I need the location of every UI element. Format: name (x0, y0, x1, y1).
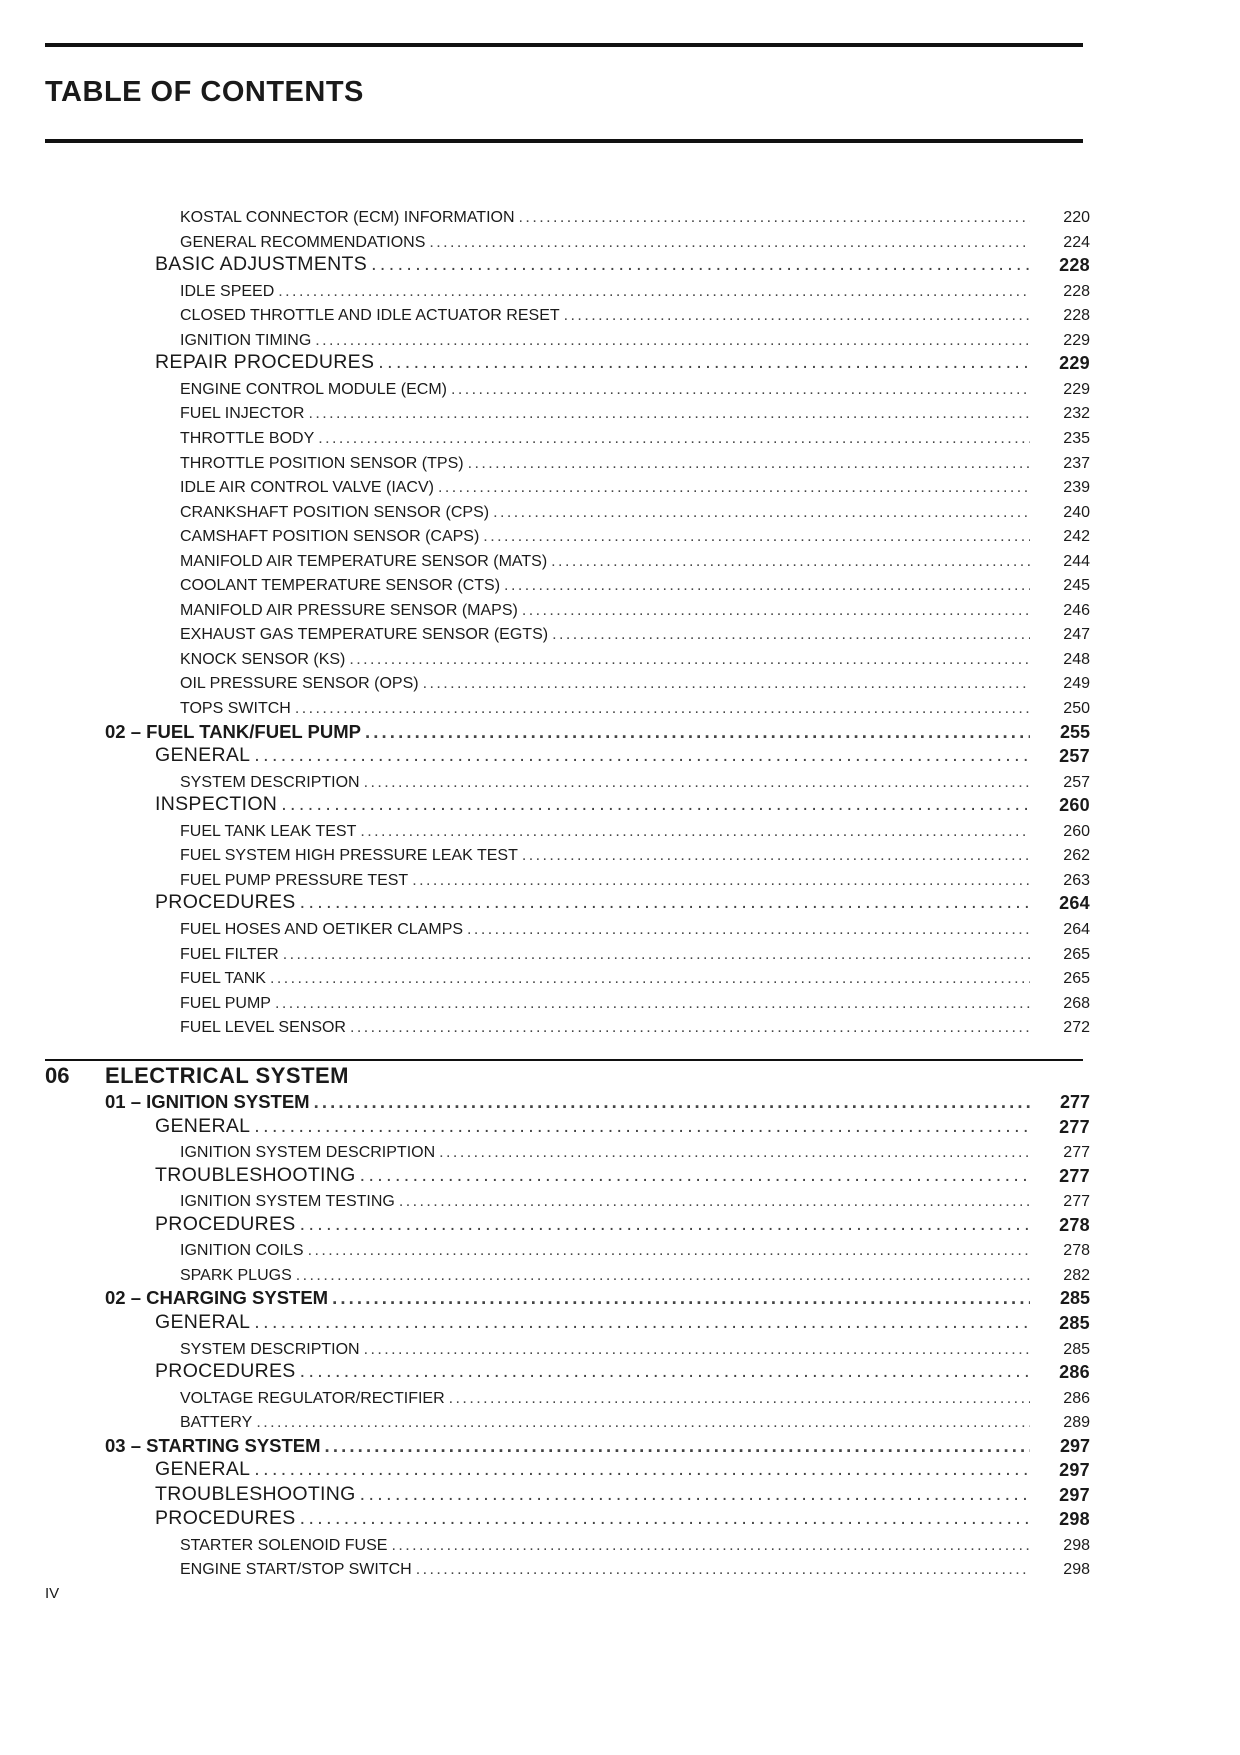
dot-leader (296, 1267, 1030, 1285)
toc-entry-section (0, 1482, 1240, 1506)
toc-entry-page: 277 (1063, 1193, 1090, 1211)
toc-entry-title: SYSTEM DESCRIPTION (180, 773, 360, 791)
toc-entry-title: FUEL SYSTEM HIGH PRESSURE LEAK TEST (180, 847, 518, 865)
toc-entry-sub (0, 694, 1240, 718)
toc-entry-title: PROCEDURES (155, 891, 296, 914)
chapter-number: 02 – (105, 720, 147, 742)
chapter-number: 01 – (105, 1091, 147, 1112)
toc-entry-sub (0, 399, 1240, 423)
toc-entry-chapter (0, 1433, 1240, 1457)
toc-entry-page: 229 (1063, 331, 1090, 349)
dot-leader (275, 995, 1030, 1013)
toc-entry-title: PROCEDURES (155, 1212, 296, 1235)
dot-leader (254, 1311, 1030, 1334)
toc-entry-sub (0, 277, 1240, 301)
toc-entry-sub (0, 228, 1240, 252)
toc-entry-title: COOLANT TEMPERATURE SENSOR (CTS) (180, 577, 501, 595)
dot-leader (308, 405, 1030, 423)
dot-leader (449, 1390, 1030, 1408)
toc-entry-title: FUEL PUMP PRESSURE TEST (180, 871, 409, 889)
dot-leader (281, 793, 1030, 816)
toc-entry-title: FUEL TANK LEAK TEST (180, 822, 357, 840)
toc-entry-title: FUEL HOSES AND OETIKER CLAMPS (180, 920, 464, 938)
toc-entry-page: 250 (1063, 700, 1090, 717)
dot-leader (325, 1435, 1030, 1457)
dot-leader (364, 1341, 1030, 1359)
dot-leader (254, 1115, 1030, 1138)
toc-entry-title: IGNITION SYSTEM DESCRIPTION (180, 1144, 436, 1162)
dot-leader (416, 1561, 1030, 1579)
chapter-number: 03 – (105, 1434, 147, 1456)
page-number: IV (45, 1585, 60, 1602)
toc-entry-title: IDLE AIR CONTROL VALVE (IACV) (180, 479, 434, 497)
dot-leader (504, 577, 1030, 595)
toc-entry-page: 239 (1063, 479, 1090, 497)
dot-leader (349, 651, 1030, 669)
toc-entry-page: 235 (1063, 429, 1090, 447)
toc-entry-page: 245 (1063, 577, 1090, 595)
toc-entry-sub (0, 1408, 1240, 1432)
toc-entry-page: 257 (1059, 746, 1090, 767)
toc-entry-section (0, 743, 1240, 767)
toc-entry-sub (0, 1013, 1240, 1037)
toc-entry-page: 264 (1063, 920, 1090, 938)
toc-entry-title: GENERAL (155, 1458, 251, 1481)
toc-entry-title: FUEL FILTER (180, 945, 279, 963)
toc-entry-page: 232 (1063, 405, 1090, 423)
toc-entry-page: 297 (1059, 1435, 1090, 1456)
toc-entry-sub (0, 669, 1240, 693)
toc-entry-sub (0, 547, 1240, 571)
toc-entry-page: 260 (1063, 822, 1090, 840)
toc-entry-page: 285 (1063, 1340, 1090, 1358)
toc-entry-page: 277 (1063, 1144, 1090, 1162)
toc-entry-section (0, 1163, 1240, 1187)
top-rule (45, 43, 1083, 47)
dot-leader (364, 774, 1030, 792)
toc-entry-page: 277 (1059, 1092, 1090, 1112)
dot-leader (332, 1287, 1030, 1309)
toc-entry-title: THROTTLE BODY (180, 429, 315, 447)
toc-entry-sub (0, 1531, 1240, 1555)
toc-entry-title: SYSTEM DESCRIPTION (180, 1340, 360, 1358)
toc-entry-section (0, 792, 1240, 816)
toc-entry-section (0, 1114, 1240, 1138)
toc-entry-title: IGNITION SYSTEM (146, 1091, 310, 1112)
toc-entry-page: 224 (1063, 233, 1090, 251)
toc-entry-page: 228 (1059, 255, 1090, 276)
dot-leader (438, 479, 1030, 497)
toc-entry-page: 248 (1063, 650, 1090, 668)
toc-entry-page: 249 (1063, 675, 1090, 693)
dot-leader (254, 1458, 1030, 1481)
dot-leader (360, 1483, 1030, 1506)
toc-entry-chapter (0, 719, 1240, 743)
toc-entry-sub (0, 768, 1240, 792)
dot-leader (412, 872, 1030, 890)
dot-leader (429, 234, 1030, 252)
toc-entry-page: 297 (1059, 1460, 1090, 1481)
toc-entry-page: 272 (1063, 1019, 1090, 1037)
toc-entry-sub (0, 915, 1240, 939)
toc-entry-page: 240 (1063, 503, 1090, 521)
toc-entry-title: FUEL TANK/FUEL PUMP (146, 720, 361, 742)
toc-entry-page: 277 (1059, 1165, 1090, 1186)
toc-entry-title: CAMSHAFT POSITION SENSOR (CAPS) (180, 528, 480, 546)
toc-entry-page: 255 (1059, 721, 1090, 742)
toc-entry-page: 289 (1063, 1414, 1090, 1432)
dot-leader (254, 744, 1030, 767)
dot-leader (315, 332, 1030, 350)
toc-entry-title: GENERAL (155, 1310, 251, 1333)
toc-entry-section (0, 252, 1240, 276)
toc-entry-sub (0, 1236, 1240, 1260)
toc-entry-title: ENGINE CONTROL MODULE (ECM) (180, 380, 447, 398)
toc-entry-title: TROUBLESHOOTING (155, 1482, 356, 1505)
toc-entry-page: 278 (1059, 1214, 1090, 1235)
toc-entry-sub (0, 964, 1240, 988)
toc-entry-title: IGNITION COILS (180, 1242, 304, 1260)
dot-leader (451, 381, 1030, 399)
toc-entry-title: BASIC ADJUSTMENTS (155, 253, 368, 276)
part-divider-rule (45, 1059, 1083, 1061)
dot-leader (391, 1537, 1030, 1555)
toc-entry-title: STARTING SYSTEM (146, 1434, 321, 1456)
toc-entry-title: TROUBLESHOOTING (155, 1163, 356, 1186)
toc-entry-title: IDLE SPEED (180, 282, 275, 300)
toc-entry-page: 244 (1063, 552, 1090, 570)
toc-entry-sub (0, 596, 1240, 620)
dot-leader (300, 891, 1030, 914)
toc-entry-title: TOPS SWITCH (180, 700, 291, 717)
dot-leader (350, 1019, 1030, 1037)
toc-entry-title: STARTER SOLENOID FUSE (180, 1536, 388, 1554)
dot-leader (399, 1193, 1030, 1211)
toc-entry-sub (0, 1261, 1240, 1285)
dot-leader (483, 528, 1030, 546)
toc-entry-title: MANIFOLD AIR TEMPERATURE SENSOR (MATS) (180, 552, 548, 570)
toc-entry-page: 229 (1063, 380, 1090, 398)
toc-entry-page: 247 (1063, 626, 1090, 644)
toc-entry-sub (0, 817, 1240, 841)
toc-entry-page: 297 (1059, 1484, 1090, 1505)
toc-entry-title: OIL PRESSURE SENSOR (OPS) (180, 675, 419, 693)
toc-entry-title: PROCEDURES (155, 1507, 296, 1530)
toc-entry-sub (0, 866, 1240, 890)
toc-entry-title: SPARK PLUGS (180, 1266, 292, 1284)
toc-entry-title: INSPECTION (155, 793, 278, 816)
dot-leader (468, 455, 1030, 473)
dot-leader (295, 700, 1030, 718)
toc-entry-sub (0, 498, 1240, 522)
toc-entry-title: ENGINE START/STOP SWITCH (180, 1561, 412, 1579)
toc-entry-sub (0, 1384, 1240, 1408)
toc-entry-section (0, 1212, 1240, 1236)
toc-entry-title: FUEL LEVEL SENSOR (180, 1019, 346, 1037)
toc-entry-title: GENERAL (155, 1114, 251, 1137)
toc-entry-page: 246 (1063, 601, 1090, 619)
dot-leader (360, 823, 1030, 841)
toc-entry-sub (0, 645, 1240, 669)
toc-entry-title: IGNITION TIMING (180, 331, 312, 349)
toc-entry-page: 263 (1063, 871, 1090, 889)
part-number: 06 (45, 1063, 70, 1088)
toc-entry-title: EXHAUST GAS TEMPERATURE SENSOR (EGTS) (180, 626, 549, 644)
toc-entry-page: 285 (1059, 1312, 1090, 1333)
toc-entry-sub (0, 1335, 1240, 1359)
toc-entry-sub (0, 375, 1240, 399)
toc-entry-section (0, 350, 1240, 374)
toc-entry-section (0, 1359, 1240, 1383)
dot-leader (283, 946, 1030, 964)
dot-leader (522, 847, 1030, 865)
dot-leader (551, 553, 1030, 571)
toc-entry-title: KNOCK SENSOR (KS) (180, 650, 346, 668)
toc-entry-sub (0, 326, 1240, 350)
dot-leader (314, 1091, 1030, 1113)
toc-entry-sub (0, 1555, 1240, 1579)
toc-entry-chapter (0, 1089, 1240, 1113)
dot-leader (365, 721, 1030, 743)
dot-leader (300, 1213, 1030, 1236)
toc-entry-title: KOSTAL CONNECTOR (ECM) INFORMATION (180, 209, 515, 226)
toc-entry-page: 277 (1059, 1116, 1090, 1137)
toc-entry-sub (0, 620, 1240, 644)
toc-entry-page: 228 (1063, 307, 1090, 325)
toc-entry-sub (0, 571, 1240, 595)
dot-leader (493, 504, 1030, 522)
toc-entry-page: 298 (1063, 1561, 1090, 1579)
toc-entry-page: 298 (1063, 1536, 1090, 1554)
toc-entry-title: FUEL TANK (180, 970, 266, 988)
toc-entry-page: 265 (1063, 945, 1090, 963)
toc-entry-title: BATTERY (180, 1414, 253, 1432)
toc-entry-title: GENERAL RECOMMENDATIONS (180, 233, 426, 251)
toc-entry-sub (0, 449, 1240, 473)
toc-entry-page: 257 (1063, 773, 1090, 791)
toc-entry-sub (0, 1187, 1240, 1211)
dot-leader (423, 675, 1030, 693)
toc-entry-title: PROCEDURES (155, 1360, 296, 1383)
toc-entry-page: 242 (1063, 528, 1090, 546)
toc-entry-title: THROTTLE POSITION SENSOR (TPS) (180, 454, 464, 472)
toc-entry-sub (0, 203, 1240, 227)
toc-entry-sub (0, 940, 1240, 964)
dot-leader (378, 351, 1030, 374)
dot-leader (564, 307, 1030, 325)
toc-entry-chapter (0, 1285, 1240, 1309)
toc-entry-section (0, 1457, 1240, 1481)
toc-entry-page: 278 (1063, 1242, 1090, 1260)
toc-entry-sub (0, 841, 1240, 865)
dot-leader (519, 209, 1030, 227)
dot-leader (278, 283, 1030, 301)
dot-leader (552, 626, 1030, 644)
toc-entry-title: CLOSED THROTTLE AND IDLE ACTUATOR RESET (180, 307, 560, 325)
dot-leader (467, 921, 1030, 939)
toc-entry-sub (0, 473, 1240, 497)
dot-leader (360, 1164, 1030, 1187)
toc-entry-page: 260 (1059, 795, 1090, 816)
toc-entry-section (0, 890, 1240, 914)
toc-entry-page: 265 (1063, 970, 1090, 988)
dot-leader (300, 1507, 1030, 1530)
title-underline-rule (45, 139, 1083, 143)
toc-entry-page: 285 (1059, 1288, 1090, 1309)
toc-entry-page: 282 (1063, 1266, 1090, 1284)
toc-entry-page: 237 (1063, 454, 1090, 472)
toc-entry-sub (0, 1138, 1240, 1162)
toc-entry-page: 286 (1063, 1389, 1090, 1407)
toc-entry-page: 286 (1059, 1362, 1090, 1383)
page-title: TABLE OF CONTENTS (45, 76, 364, 108)
toc-entry-sub (0, 424, 1240, 448)
toc-entry-title: CRANKSHAFT POSITION SENSOR (CPS) (180, 503, 490, 521)
toc-entry-section (0, 1310, 1240, 1334)
toc-entry-page: 268 (1063, 994, 1090, 1012)
toc-entry-page: 228 (1063, 282, 1090, 300)
toc-entry-title: FUEL INJECTOR (180, 405, 305, 423)
toc-entry-title: MANIFOLD AIR PRESSURE SENSOR (MAPS) (180, 601, 518, 619)
toc-entry-sub (0, 989, 1240, 1013)
toc-entry-sub (0, 301, 1240, 325)
dot-leader (300, 1360, 1030, 1383)
toc-entry-section (0, 1506, 1240, 1530)
part-title: ELECTRICAL SYSTEM (105, 1063, 350, 1088)
toc-entry-page: 264 (1059, 893, 1090, 914)
toc-entry-sub (0, 522, 1240, 546)
dot-leader (439, 1144, 1030, 1162)
toc-entry-page: 298 (1059, 1509, 1090, 1530)
dot-leader (270, 970, 1030, 988)
dot-leader (318, 430, 1030, 448)
dot-leader (522, 602, 1030, 620)
toc-entry-title: IGNITION SYSTEM TESTING (180, 1193, 395, 1211)
toc-entry-title: CHARGING SYSTEM (146, 1287, 329, 1309)
chapter-number: 02 – (105, 1287, 147, 1309)
toc-entry-title: FUEL PUMP (180, 994, 271, 1012)
dot-leader (256, 1414, 1030, 1432)
dot-leader (308, 1242, 1030, 1260)
dot-leader (371, 253, 1030, 276)
toc-entry-title: VOLTAGE REGULATOR/RECTIFIER (180, 1389, 445, 1407)
toc-entry-title: GENERAL (155, 744, 251, 767)
toc-entry-page: 220 (1063, 209, 1090, 226)
toc-entry-title: REPAIR PROCEDURES (155, 351, 375, 374)
toc-entry-page: 262 (1063, 847, 1090, 865)
toc-entry-page: 229 (1059, 353, 1090, 374)
